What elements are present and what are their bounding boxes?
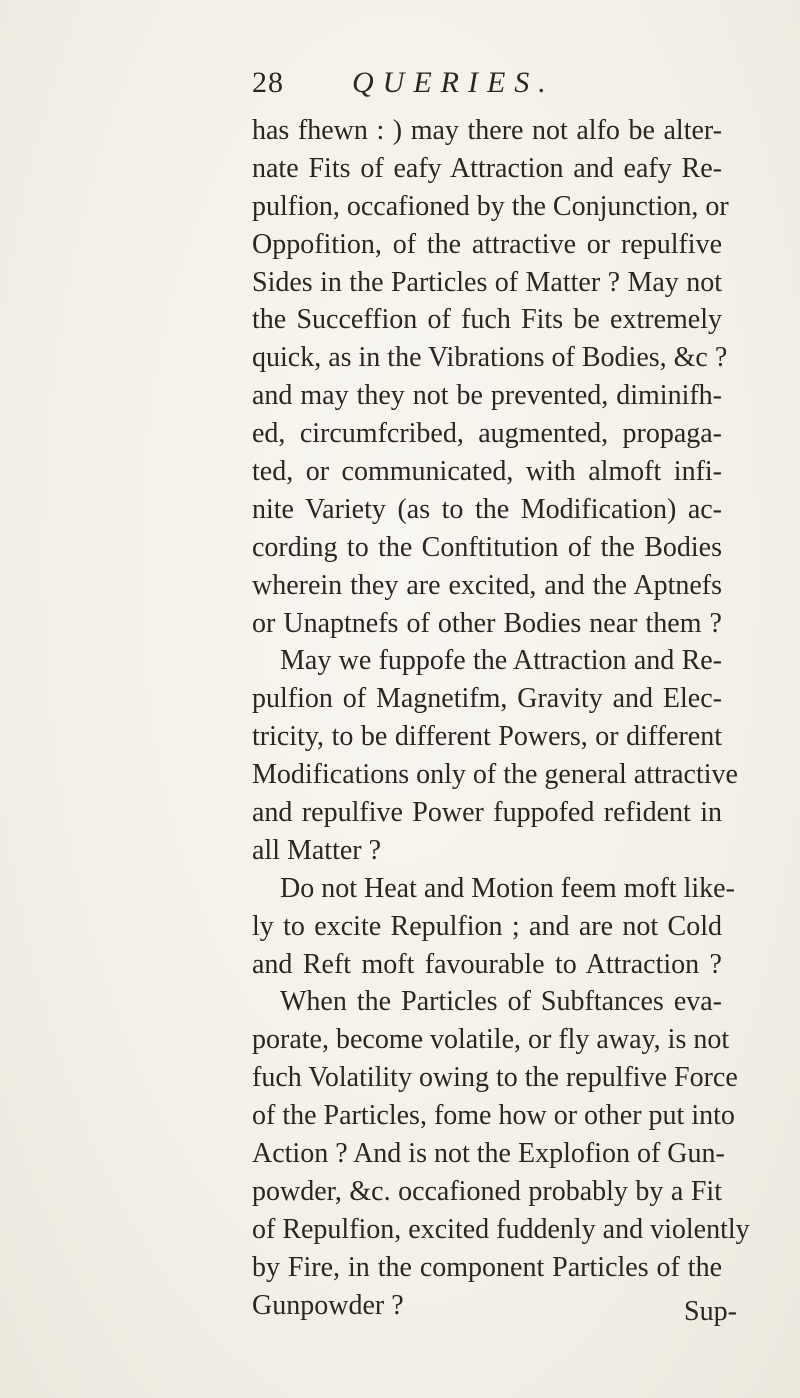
text-line: or Unaptnefs of other Bodies near them ? [252, 607, 722, 639]
text-line: powder, &c. occafioned probably by a Fit [252, 1175, 722, 1207]
text-line: wherein they are excited, and the Aptnefs [252, 569, 722, 601]
body-text [252, 112, 750, 1325]
page-number: 28 [252, 66, 284, 99]
text-line: When the Particles of Subftances eva- [280, 986, 722, 1018]
text-line: and Reft moft favourable to Attraction ? [252, 948, 722, 980]
text-line: May we fuppofe the Attraction and Re- [280, 645, 722, 677]
text-line: ed, circumfcribed, augmented, propaga- [252, 418, 722, 450]
running-head: QUERIES. [352, 66, 555, 99]
text-line: Gunpowder ? [252, 1289, 404, 1321]
text-line: porate, become volatile, or fly away, is not [252, 1024, 730, 1056]
text-line: ly to excite Repulfion ; and are not Cold [252, 910, 722, 942]
text-line: and repulfive Power fuppofed refident in [252, 797, 722, 829]
text-line: pulfion, occafioned by the Conjunction, or [252, 190, 729, 222]
text-line: cording to the Conftitution of the Bodies [252, 531, 722, 563]
text-line: ted, or communicated, with almoft infi- [252, 456, 722, 488]
text-line: by Fire, in the component Particles of the [252, 1251, 722, 1283]
text-line: nite Variety (as to the Modification) ac- [252, 493, 722, 525]
page-header [252, 66, 692, 106]
text-line: Sides in the Particles of Matter ? May not [252, 266, 722, 298]
text-line: Action ? And is not the Explofion of Gun- [252, 1138, 725, 1170]
text-line: fuch Volatility owing to the repulfive Force [252, 1062, 738, 1094]
text-line: quick, as in the Vibrations of Bodies, &c ? [252, 342, 728, 374]
text-line: of the Particles, fome how or other put into [252, 1100, 735, 1132]
text-line: Oppofition, of the attractive or repulfive [252, 228, 722, 260]
text-line: the Succeffion of fuch Fits be extremely [252, 304, 722, 336]
text-line: all Matter ? [252, 834, 382, 866]
catchword: Sup- [684, 1296, 737, 1327]
text-line: and may they not be prevented, diminifh- [252, 380, 722, 412]
text-line: has fhewn : ) may there not alfo be alter- [252, 115, 722, 146]
text-line: nate Fits of eafy Attraction and eafy Re- [252, 152, 722, 184]
text-line: pulfion of Magnetifm, Gravity and Elec- [252, 683, 722, 715]
text-line: of Repulfion, excited fuddenly and violently [252, 1213, 750, 1245]
text-line: Modifications only of the general attractive [252, 759, 738, 791]
text-line: tricity, to be different Powers, or different [252, 721, 722, 753]
text-line: Do not Heat and Motion feem moft like- [280, 872, 735, 904]
